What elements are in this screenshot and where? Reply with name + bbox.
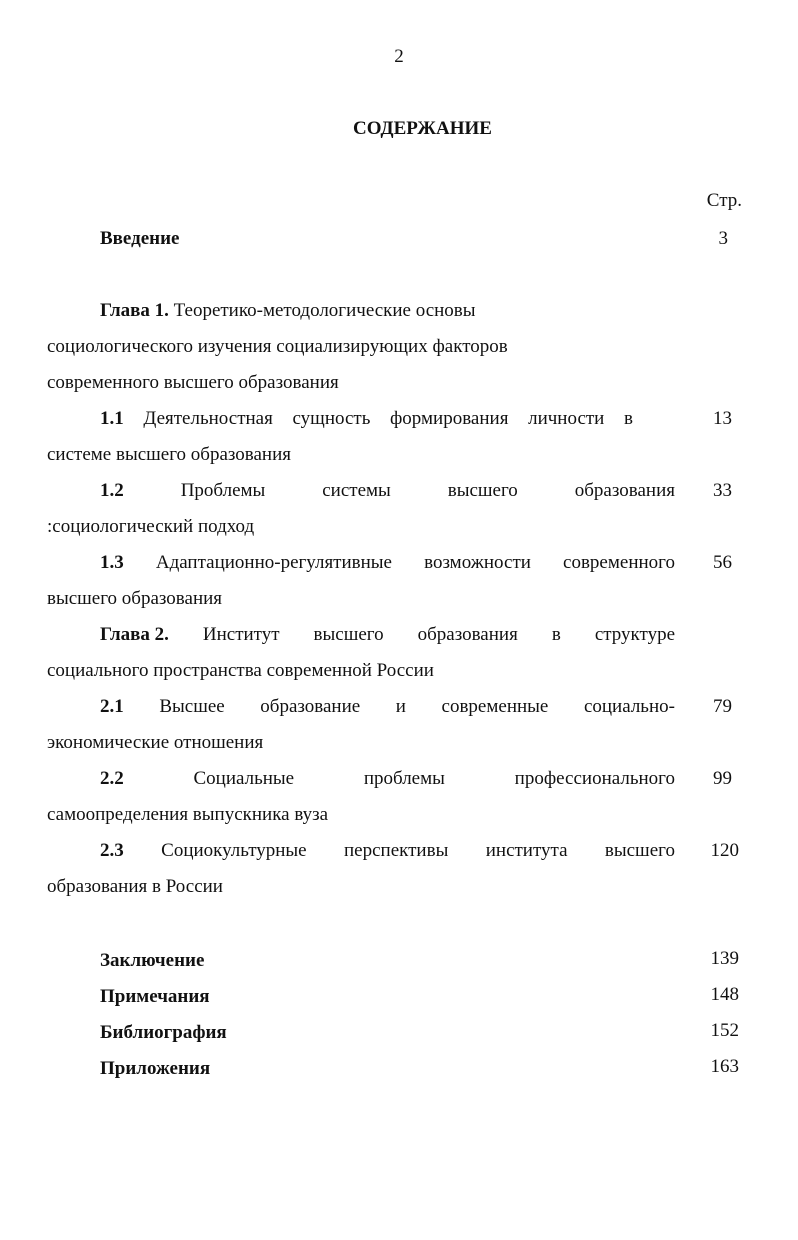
- toc-entry-1-2: 1.2 Проблемы системы высшего образования: [100, 480, 675, 501]
- toc-entry-2-2: 2.2 Социальные проблемы профессионального: [100, 768, 675, 789]
- toc-chapter2-cont: социального пространства современной России: [47, 660, 434, 681]
- toc-entry-2-1-cont: экономические отношения: [47, 732, 264, 753]
- toc-appendices-label: Приложения: [100, 1058, 211, 1079]
- toc-entry-1-2-page: 33: [713, 480, 732, 501]
- toc-entry-2-1-page: 79: [713, 696, 732, 717]
- toc-appendices-page: 163: [710, 1056, 739, 1077]
- toc-entry-2-2-cont: самоопределения выпускника вуза: [47, 804, 329, 825]
- toc-intro-label: Введение: [100, 228, 180, 249]
- toc-entry-1-3-page: 56: [713, 552, 732, 573]
- toc-entry-2-3-cont: образования в России: [47, 876, 223, 897]
- toc-entry-1-1: 1.1 Деятельностная сущность формирования личности в: [100, 408, 633, 429]
- toc-entry-2-3-page: 120: [710, 840, 739, 861]
- toc-chapter1-line2: социологического изучения социализирующих факторов: [47, 336, 508, 357]
- page-column-header: Стр.: [706, 190, 742, 211]
- toc-entry-1-3-cont: высшего образования: [47, 588, 223, 609]
- toc-notes-page: 148: [710, 984, 739, 1005]
- toc-entry-2-3: 2.3 Социокультурные перспективы института высшего: [100, 840, 675, 861]
- toc-intro-page: 3: [718, 228, 728, 249]
- toc-entry-2-1: 2.1 Высшее образование и современные социально-: [100, 696, 675, 717]
- toc-entry-1-1-page: 13: [713, 408, 732, 429]
- toc-chapter2: Глава 2. Институт высшего образования в структуре: [100, 624, 675, 645]
- toc-bibliography-page: 152: [710, 1020, 739, 1041]
- toc-conclusion-label: Заключение: [100, 950, 205, 971]
- toc-entry-1-1-cont: системе высшего образования: [47, 444, 292, 465]
- toc-entry-2-2-page: 99: [713, 768, 732, 789]
- page-number: 2: [394, 46, 404, 67]
- toc-chapter1-label: Глава 1.: [100, 300, 169, 321]
- toc-chapter2-label: Глава 2.: [100, 624, 169, 645]
- toc-notes-label: Примечания: [100, 986, 210, 1007]
- toc-conclusion-page: 139: [710, 948, 739, 969]
- toc-bibliography-label: Библиография: [100, 1022, 227, 1043]
- toc-chapter1-line1: Глава 1. Теоретико-методологические основы: [100, 300, 476, 321]
- toc-chapter1-line3: современного высшего образования: [47, 372, 339, 393]
- page-title: СОДЕРЖАНИЕ: [353, 118, 492, 139]
- toc-entry-1-2-cont: :социологический подход: [47, 516, 255, 537]
- toc-entry-1-3: 1.3 Адаптационно-регулятивные возможности современного: [100, 552, 675, 573]
